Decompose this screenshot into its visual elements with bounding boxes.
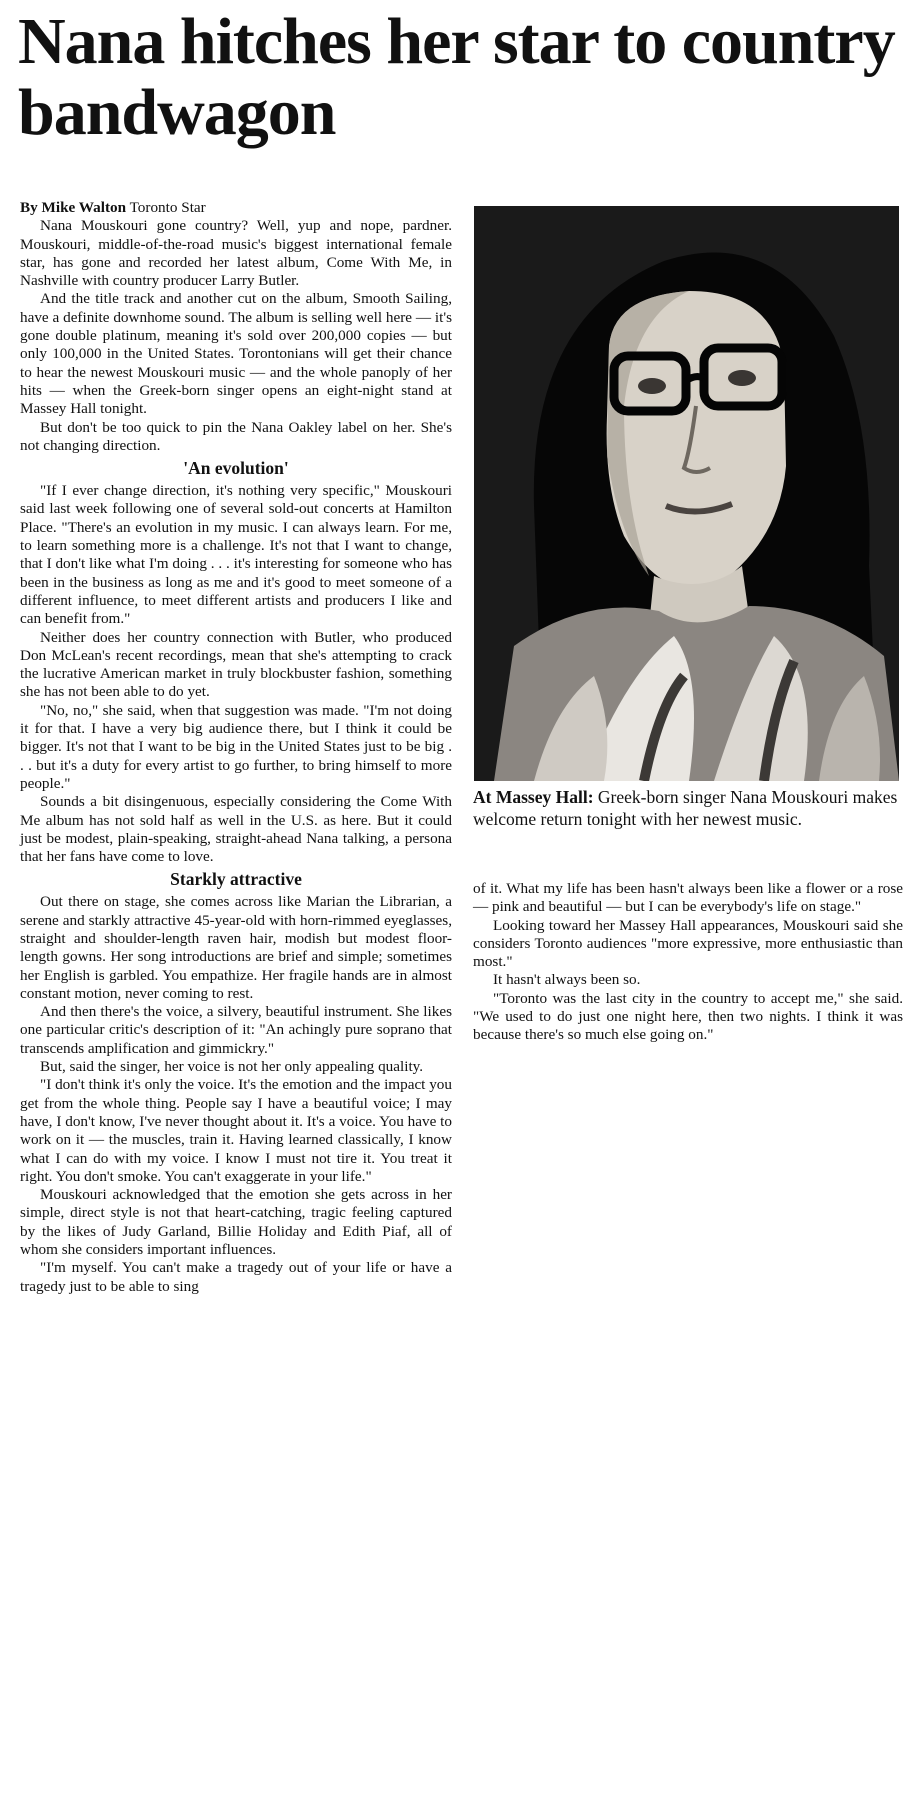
- byline-name: By Mike Walton: [20, 199, 127, 216]
- caption-lead: At Massey Hall:: [473, 787, 594, 807]
- paragraph: Sounds a bit disingenuous, especially considering the Come With Me album has not sold half as well in the U.S. as here. But it could just be modest, plain-speaking, straight-ahead Nana talking, a persona that her fans have come to love.: [20, 793, 452, 866]
- subhead-starkly-attractive: Starkly attractive: [170, 869, 302, 890]
- paragraph: But, said the singer, her voice is not her only appealing quality.: [40, 1058, 424, 1076]
- paragraph: "If I ever change direction, it's nothing very specific," Mouskouri said last week following one of several sold-out concerts at Hamilton Place. "There's an evolution in my music. I can always learn. For me, to learn something more is a challenge. It's not that I want to change, that I don't like what I'm doing . . . it's interesting for someone who has been in the business as long as me and it's good to meet someone of a different influence, to meet different artists and producers I like and can benefit from.": [20, 482, 452, 628]
- paragraph: Mouskouri acknowledged that the emotion she gets across in her simple, direct style is not that heart-catching, tragic feeling captured by the likes of Judy Garland, Billie Holiday and Edith Piaf, all of whom she considers important influences.: [20, 1186, 452, 1259]
- headline: Nana hitches her star to country bandwagon: [18, 5, 895, 149]
- article-column-1: [20, 199, 452, 1296]
- subhead-an-evolution: 'An evolution': [183, 458, 289, 479]
- byline-source: Toronto Star: [129, 199, 206, 216]
- paragraph: And the title track and another cut on the album, Smooth Sailing, have a definite downhome sound. The album is selling well here — it's gone double platinum, meaning it's sold over 200,000 copies — but only 100,000 in the United States. Torontonians will get their chance to hear the newest Mouskouri music — and the whole panoply of her hits — when the Greek-born singer opens an eight-night stand at Massey Hall tonight.: [20, 290, 452, 418]
- paragraph: It hasn't always been so.: [493, 971, 641, 989]
- paragraph: And then there's the voice, a silvery, beautiful instrument. She likes one particular critic's description of it: "An achingly pure soprano that transcends amplification and gimmickry.": [20, 1003, 452, 1057]
- caption-text: Greek-born singer Nana Mouskouri makes welcome return tonight with her newest music.: [473, 787, 898, 829]
- paragraph: "No, no," she said, when that suggestion was made. "I'm not doing it for that. I have a very big audience there, but I think it could be bigger. It's not that I want to be big in the United States just to be big . . . but it's a duty for every artist to go further, to bring himself to more people.": [20, 701, 452, 792]
- singer-photo: [474, 206, 899, 781]
- portrait-image: [474, 206, 899, 781]
- paragraph: Looking toward her Massey Hall appearances, Mouskouri said she considers Toronto audiences "more expressive, more enthusiastic than most.": [473, 916, 903, 971]
- paragraph: Out there on stage, she comes across like Marian the Librarian, a serene and starkly attractive 45-year-old with horn-rimmed eyeglasses, straight and shoulder-length raven hair, modish but modest floor-length gowns. Her song introductions are brief and simple; sometimes her English is garbled. You empathize. Her fragile hands are in almost constant motion, never coming to rest.: [20, 893, 452, 1002]
- photo-caption: [473, 786, 903, 830]
- paragraph: But don't be too quick to pin the Nana Oakley label on her. She's not changing direction.: [20, 418, 452, 454]
- paragraph: "Toronto was the last city in the country to accept me," she said. "We used to do just one night here, then two nights. I think it was because there's so much else going on.": [473, 989, 903, 1044]
- paragraph: "I'm myself. You can't make a tragedy out of your life or have a tragedy just to be able to sing: [20, 1259, 452, 1295]
- article-column-2: [473, 880, 903, 1045]
- paragraph: "I don't think it's only the voice. It's the emotion and the impact you get from the whole thing. People say I have a beautiful voice; I may have, I don't know, I've never thought about it. It's a voice. You have to work on it — the muscles, train it. Having learned classically, I know what I can do with my voice. I know I must not tire it. You treat it right. You don't smoke. You can't exaggerate in your life.": [20, 1076, 452, 1185]
- paragraph: Neither does her country connection with Butler, who produced Don McLean's recent recordings, mean that she's attempting to crack the lucrative American market in truly blockbuster fashion, something she has not been able to do yet.: [20, 628, 452, 701]
- paragraph: of it. What my life has been hasn't always been like a flower or a rose — pink and beautiful — but I can be everybody's life on stage.": [473, 880, 903, 916]
- paragraph: Nana Mouskouri gone country? Well, yup and nope, pardner. Mouskouri, middle-of-the-road music's biggest international female star, has gone and recorded her latest album, Come With Me, in Nashville with country producer Larry Butler.: [20, 217, 452, 290]
- byline: [20, 199, 452, 217]
